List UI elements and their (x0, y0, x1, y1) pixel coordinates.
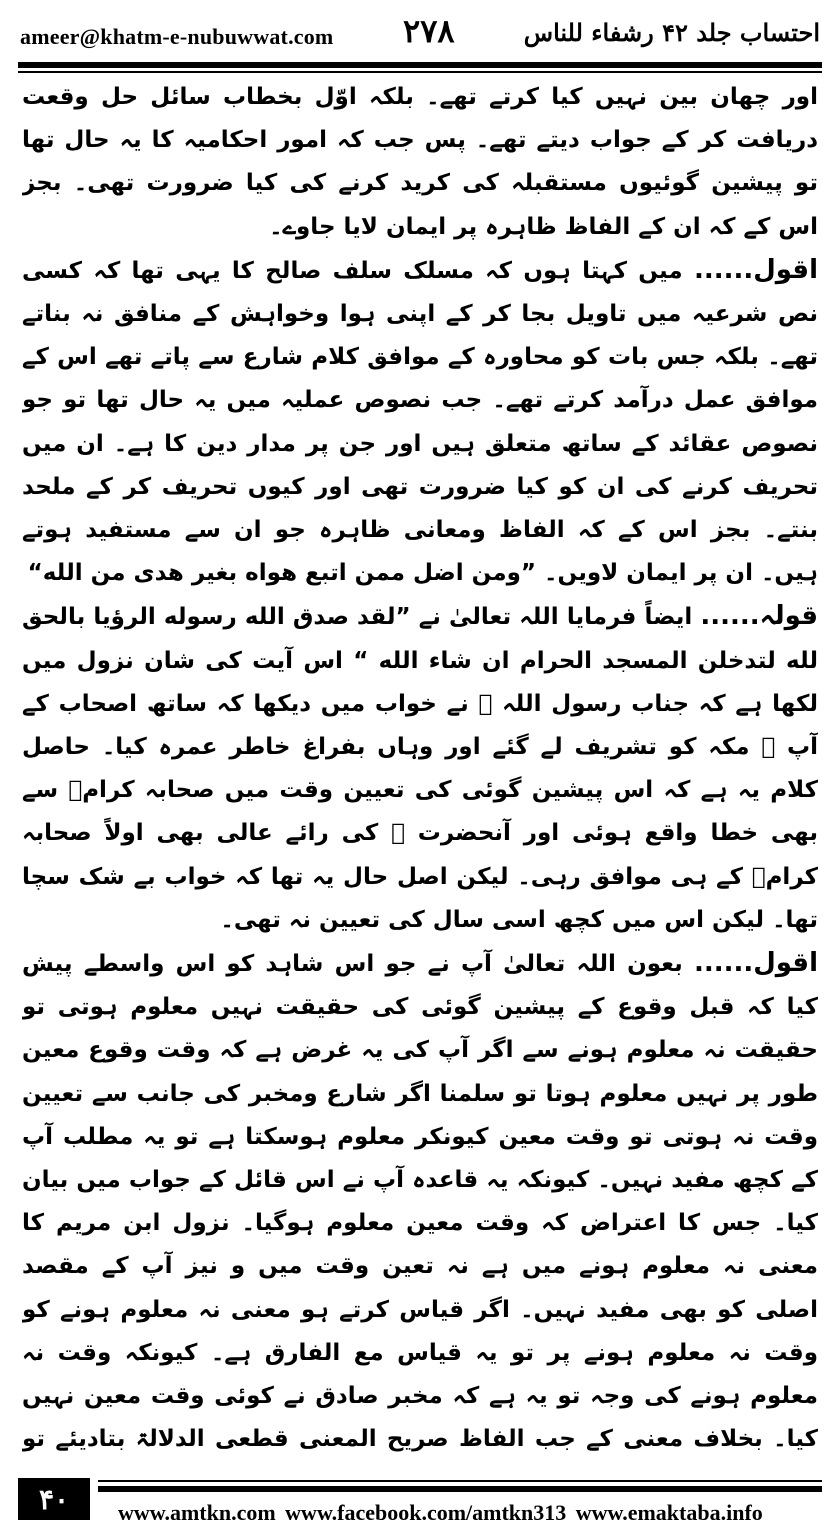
paragraph-2-text: میں کہتا ہوں کہ مسلک سلف صالح کا یہی تھا کہ کسی نص شرعیہ میں تاویل بجا کر کے اپنی ہوا وخواہش کے منافق نہ بناتے تھے۔ بلکہ جس بات کو محاورہ کے موافق کلام شارع سے پاتے تھے اس کے موافق عمل درآمد کرتے تھے۔ جب نصوص عملیہ میں یہ حال تھا تو جو نصوص عقائد کے ساتھ متعلق ہیں اور جن پر مدار دین کا ہے۔ ان میں تحریف کرنے کی ان کو کیا ضرورت تھی اور کیوں تحریف کر کے ملحد بنتے۔ بجز اس کے کہ الفاظ ومعانی ظاہرہ جو ان سے مستفید ہوتے ہیں۔ ان پر ایمان لاویں۔ ” (22, 257, 818, 587)
footer-page-ref: ۴۰ (18, 1478, 90, 1520)
header-rule-thin (18, 71, 822, 73)
paragraph-3 (22, 595, 818, 942)
page-header (18, 8, 822, 58)
paragraph-4 (22, 942, 818, 1466)
arabic-verse: لقد صدق الله رسوله الرؤيا بالحق لله لتدخلن المسجد الحرام ان شاء الله (22, 604, 818, 674)
page-body (22, 76, 818, 1466)
page-number: ۲۷۸ (403, 12, 455, 50)
keyword-aqool: اقول...... (693, 254, 818, 285)
footer-links[interactable]: www.amtkn.com www.facebook.com/amtkn313 www.emaktaba.info (118, 1500, 763, 1525)
header-email: ameer@khatm-e-nubuwwat.com (20, 24, 334, 49)
paragraph-1: اور چھان بین نہیں کیا کرتے تھے۔ بلکہ اوّل بخطاب سائل حل وقعت دریافت کر کے جواب دیتے تھے۔ پس جب کہ امور احکامیہ کا یہ حال تھا تو پیشین گوئیوں مستقبلہ کی کرید کرنے کی کیا ضرورت تھی۔ بجز اس کے کہ ان کے الفاظ ظاہرہ پر ایمان لایا جاوے۔ (22, 84, 818, 240)
paragraph-2 (22, 249, 818, 596)
footer-rule-thick (98, 1486, 822, 1492)
arabic-quote: ومن اضل ممن اتبع هواه بغير هدى من الله (42, 560, 521, 587)
header-rule-thick (18, 62, 822, 68)
quote-close: “ (27, 560, 43, 587)
book-title: احتساب جلد ۴۲ رشفاء للناس (523, 18, 820, 47)
paragraph-4-text: بعون اللہ تعالیٰ آپ نے جو اس شاہد کو اس واسطے پیش کیا کہ قبل وقوع کے پیشین گوئی کی حقیقت نہیں معلوم ہوتی تو حقیقت نہ معلوم ہونے سے اگر آپ کی یہ غرض ہے کہ وقت وقوع معین طور پر نہیں معلوم ہوتا تو سلمنا اگر شارع ومخبر کی جانب سے تعیین وقت نہ ہوتی تو وقت معین کیونکر معلوم ہوسکتا ہے تو یہ مطلب آپ کے کچھ مفید نہیں۔ کیونکہ یہ قاعدہ آپ نے اس قائل کے جواب میں بیان کیا۔ جس کا اعتراض کہ وقت معین معلوم ہوگیا۔ نزول ابن مریم کا معنی نہ معلوم ہونے میں ہے نہ تعین وقت میں و نیز آپ کے مقصد اصلی کو بھی مفید نہیں۔ اگر قیاس کرتے ہو معنی نہ معلوم ہونے کو وقت نہ معلوم ہونے پر تو یہ قیاس مع الفارق ہے۔ کیونکہ وقت نہ معلوم ہونے کی وجہ تو یہ ہے کہ مخبر صادق نے کوئی وقت معین نہیں کیا۔ بخلاف معنی کے جب الفاظ صریح المعنی قطعی الدلالۃ بتادیئے تو (22, 951, 818, 1453)
keyword-qaulahu: قولہ...... (700, 601, 818, 632)
paragraph-3-intro: ایضاً فرمایا اللہ تعالیٰ نے ” (395, 604, 701, 631)
keyword-aqool-2: اقول...... (693, 948, 818, 979)
paragraph-3-text: “ اس آیت کی شان نزول میں لکھا ہے کہ جناب رسول اللہ ﷺ نے خواب میں دیکھا کہ ساتھ اصحاب کے آپ ﷺ مکہ کو تشریف لے گئے اور وہاں بفراغ خاطر عمرہ کیا۔ حاصل کلام یہ ہے کہ اس پیشین گوئی کی تعیین وقت میں صحابہ کرامؓ سے بھی خطا واقع ہوئی اور آنحضرت ﷺ کی رائے عالی بھی اولاً صحابہ کرامؓ کے ہی موافق رہی۔ لیکن اصل حال یہ تھا کہ خواب بے شک سچا تھا۔ لیکن اس میں کچھ اسی سال کی تعیین نہ تھی۔ (22, 647, 818, 933)
footer-rule-thin (98, 1480, 822, 1482)
